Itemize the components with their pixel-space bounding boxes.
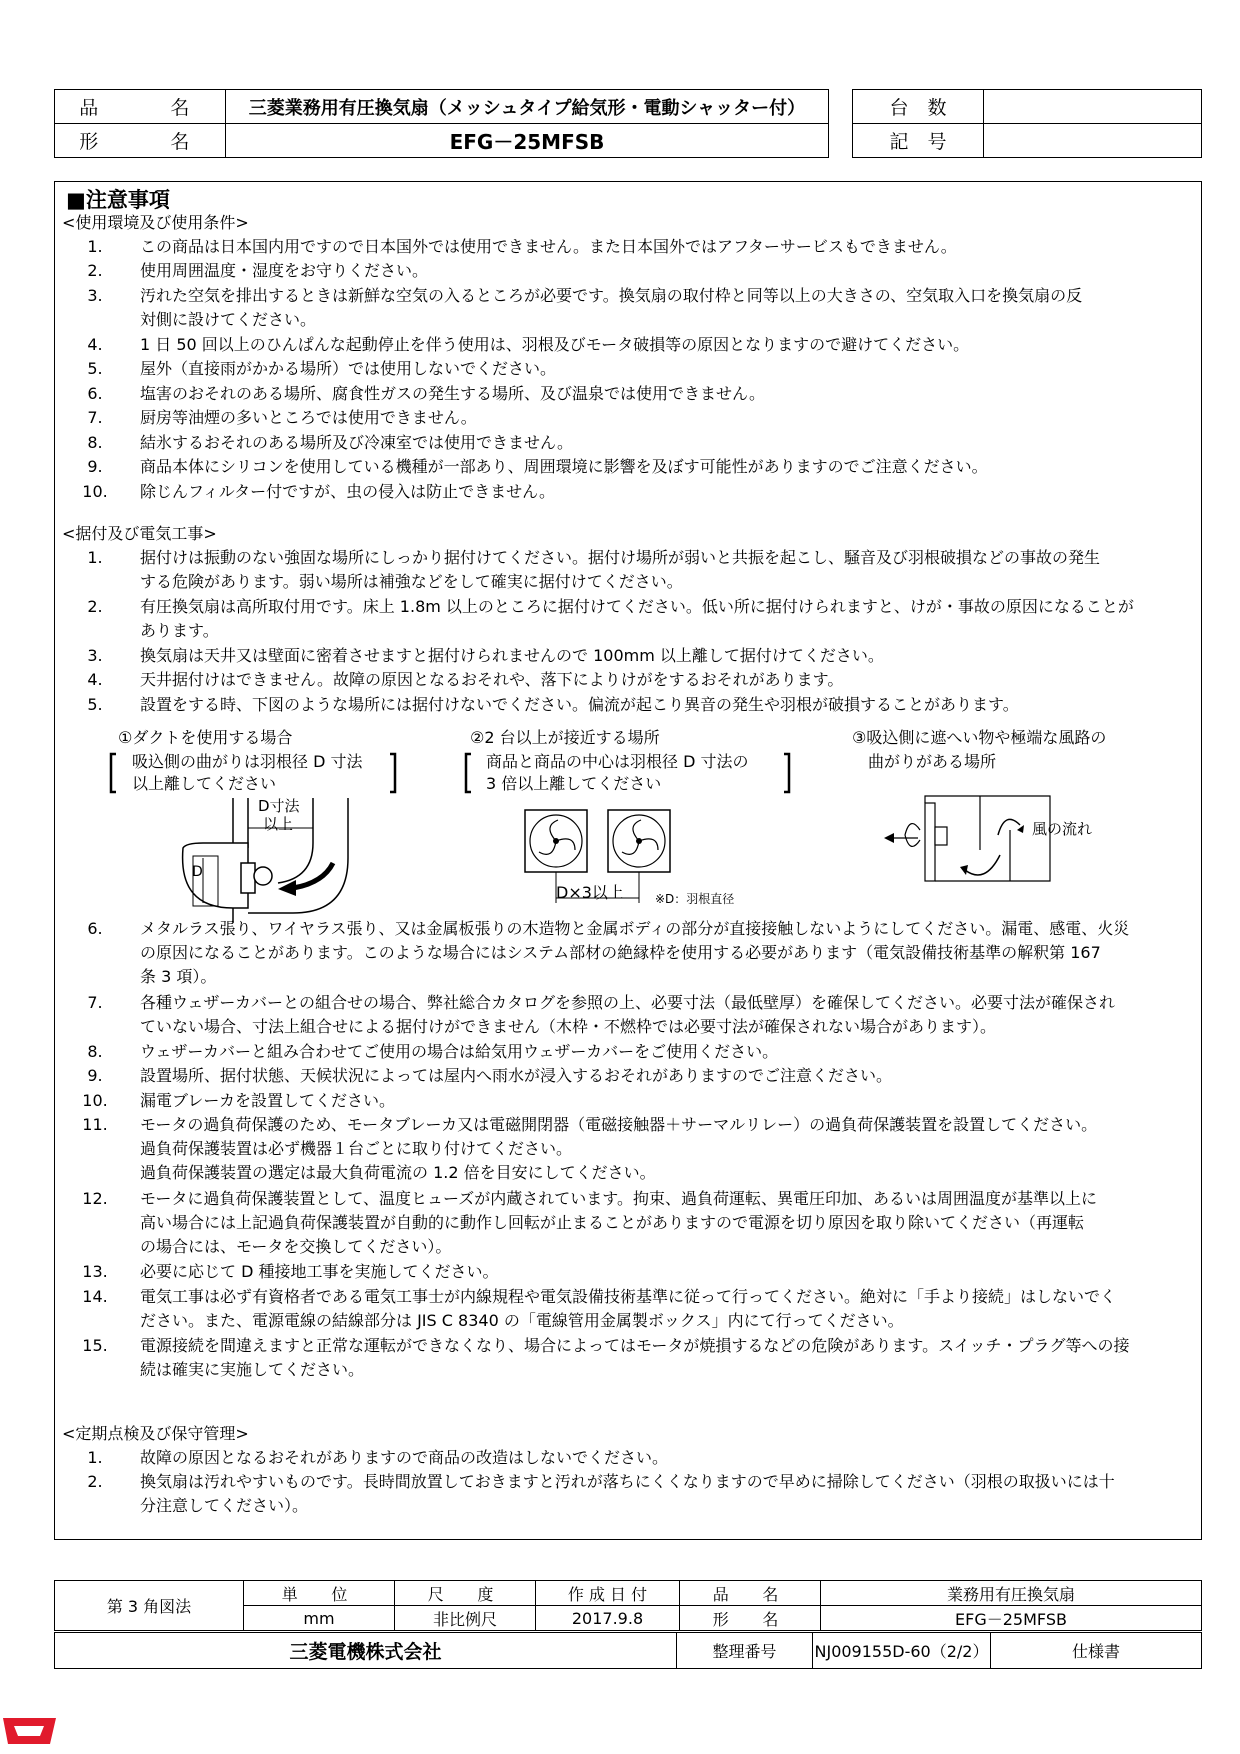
- fig2-dim-label: D×3以上: [556, 883, 624, 902]
- item-line: 据付けは振動のない強固な場所にしっかり据付けてください。据付け場所が弱いと共振を起こし、騒音及び羽根破損などの事故の発生: [140, 547, 1101, 567]
- item-text: [140, 1446, 1200, 1470]
- item-number: 11.: [82, 1115, 108, 1134]
- corner-logo-icon: [0, 1714, 60, 1748]
- notice-item: [70, 693, 1190, 718]
- notice-item: [70, 235, 1190, 260]
- notice-item: [70, 480, 1190, 505]
- item-line: 対側に設けてください。: [140, 309, 317, 329]
- notice-item: [70, 284, 1190, 333]
- item-line: 厨房等油煙の多いところでは使用できません。: [140, 408, 477, 427]
- notice-item: [70, 1285, 1190, 1334]
- fig1-d-label: D: [192, 864, 203, 880]
- item-line: 有圧換気扇は高所取付用です。床上 1.8m 以上のところに据付けてください。低い所に据付けられますと、けが・事故の原因になることが: [140, 596, 1134, 616]
- product-name-label: 品 名: [55, 90, 226, 124]
- fig3-title-line1: ③吸込側に遮へい物や極端な風路の: [852, 728, 1107, 747]
- notice-item: [70, 1113, 1190, 1187]
- item-number: 5.: [87, 694, 103, 714]
- item-text: [140, 284, 1200, 332]
- notice-item: [70, 382, 1190, 407]
- item-line: ウェザーカバーと組み合わせてご使用の場合は給気用ウェザーカバーをご使用ください。: [140, 1041, 779, 1061]
- item-text: [140, 333, 1200, 357]
- model-label: 形 名: [55, 124, 226, 158]
- item-text: [140, 1470, 1200, 1518]
- item-number: 7.: [87, 408, 103, 427]
- fig1-diagram: [108, 748, 398, 923]
- item-line: 天井据付けはできません。故障の原因となるおそれや、落下によりけがをするおそれがあります。: [140, 670, 844, 689]
- fig1-title: ①ダクトを使用する場合: [118, 728, 293, 747]
- fig2-footnote: ※D：羽根直径: [655, 892, 735, 906]
- notice-item: [70, 1064, 1190, 1089]
- item-number: 5.: [87, 359, 103, 378]
- notice-item: [70, 259, 1190, 284]
- item-line: モータの過負荷保護のため、モータブレーカ又は電磁開閉器（電磁接触器＋サーマルリレー）の過負荷保護装置を設置してください。: [140, 1115, 1098, 1134]
- fig2-note-line1: 商品と商品の中心は羽根径 D 寸法の: [486, 752, 749, 771]
- item-line: ださい。また、電源電線の結線部分は JIS C 8340 の「電線管用金属製ボックス」内にて行ってください。: [140, 1310, 904, 1330]
- projection-method: 第 3 角図法: [55, 1581, 244, 1631]
- item-text: [140, 1040, 1200, 1064]
- item-number: 1.: [87, 1447, 103, 1467]
- item-number: 6.: [87, 919, 103, 938]
- item-line: 汚れた空気を排出するときは新鮮な空気の入るところが必要です。換気扇の取付枠と同等以上の大きさの、空気取入口を換気扇の反: [140, 285, 1083, 305]
- scale-label: 尺 度: [395, 1581, 536, 1606]
- footer-table-bottom: [54, 1632, 1202, 1669]
- mark-label: 記 号: [853, 124, 984, 158]
- footer-table-top: [54, 1580, 1202, 1631]
- section-heading: <使用環境及び使用条件>: [62, 213, 249, 232]
- item-text: [140, 595, 1200, 643]
- quantity-value: [984, 90, 1202, 124]
- item-text: [140, 1187, 1200, 1259]
- fig1-note-line1: 吸込側の曲がりは羽根径 D 寸法: [132, 752, 363, 771]
- item-text: [140, 455, 1200, 479]
- item-line: 屋外（直接雨がかかる場所）では使用しないでください。: [140, 359, 557, 378]
- item-number: 15.: [82, 1335, 108, 1355]
- item-text: [140, 991, 1200, 1039]
- item-line: メタルラス張り、ワイヤラス張り、又は金属板張りの木造物と金属ボディの部分が直接接触しないようにしてください。漏電、感電、火災: [140, 919, 1130, 938]
- item-line: 必要に応じて D 種接地工事を実施してください。: [140, 1262, 499, 1281]
- item-text: [140, 259, 1200, 283]
- item-line: この商品は日本国内用ですので日本国外では使用できません。また日本国外ではアフターサービスもできません。: [140, 236, 957, 256]
- item-text: [140, 480, 1200, 504]
- item-text: [140, 1260, 1200, 1284]
- fig1-note-line2: 以上離してください: [132, 774, 277, 793]
- model-value: EFG－25MFSB: [226, 124, 829, 158]
- notice-item: [70, 1446, 1190, 1471]
- fig3-diagram: [880, 795, 1150, 895]
- header-table-left: [54, 89, 829, 158]
- date-label: 作 成 日 付: [536, 1581, 680, 1606]
- fig3-flow-label: 風の流れ: [1032, 820, 1093, 838]
- fig2-note-line2: 3 倍以上離してください: [486, 774, 662, 793]
- item-number: 4.: [87, 334, 103, 354]
- item-line: 設置場所、据付状態、天候状況によっては屋内へ雨水が浸入するおそれがありますのでご注意ください。: [140, 1066, 893, 1085]
- name-label: 品 名: [680, 1581, 821, 1606]
- item-line: 各種ウェザーカバーとの組合せの場合、弊社総合カタログを参照の上、必要寸法（最低壁厚）を確保してください。必要寸法が確保され: [140, 992, 1116, 1012]
- item-line: の場合には、モータを交換してください）。: [140, 1236, 452, 1256]
- item-text: [140, 1113, 1200, 1185]
- item-line: 故障の原因となるおそれがありますので商品の改造はしないでください。: [140, 1447, 669, 1467]
- unit-label: 単 位: [244, 1581, 395, 1606]
- item-number: 14.: [82, 1286, 108, 1306]
- item-number: 8.: [87, 1041, 103, 1061]
- item-number: 2.: [87, 1472, 103, 1491]
- notice-item: [70, 455, 1190, 480]
- item-text: [140, 546, 1200, 594]
- item-line: 設置をする時、下図のような場所には据付けないでください。偏流が起こり異音の発生や羽根が破損することがあります。: [140, 694, 1019, 714]
- notice-item: [70, 357, 1190, 382]
- item-number: 4.: [87, 670, 103, 689]
- item-line: 除じんフィルター付ですが、虫の侵入は防止できません。: [140, 481, 556, 501]
- fig2-title: ②2 台以上が接近する場所: [470, 728, 660, 747]
- item-text: [140, 693, 1200, 717]
- notice-title: ■注意事項: [66, 188, 170, 212]
- item-line: 条 3 項）。: [140, 967, 217, 986]
- item-text: [140, 1285, 1200, 1333]
- item-line: 電源接続を間違えますと正常な運転ができなくなり、場合によってはモータが焼損するなどの危険があります。スイッチ・プラグ等への接: [140, 1335, 1130, 1355]
- item-text: [140, 357, 1200, 381]
- notice-item: [70, 1187, 1190, 1261]
- item-number: 9.: [87, 1066, 103, 1085]
- item-text: [140, 382, 1200, 406]
- company-name: 三菱電機株式会社: [55, 1633, 677, 1669]
- notice-item: [70, 668, 1190, 693]
- item-line: モータに過負荷保護装置として、温度ヒューズが内蔵されています。拘束、過負荷運転、異電圧印加、あるいは周囲温度が基準以上に: [140, 1188, 1097, 1208]
- product-name-value: 三菱業務用有圧換気扇（メッシュタイプ給気形・電動シャッター付）: [226, 90, 829, 124]
- item-line: 分注意してください）。: [140, 1496, 309, 1515]
- item-number: 13.: [82, 1262, 108, 1281]
- notice-item: [70, 1260, 1190, 1285]
- ref-value: NJ009155D-60（2/2）: [813, 1633, 991, 1669]
- item-number: 3.: [87, 645, 103, 665]
- fig2-diagram: [463, 748, 793, 928]
- notice-item: [70, 1470, 1190, 1519]
- item-line: 換気扇は天井又は壁面に密着させますと据付けられませんので 100mm 以上離して据付けてください。: [140, 645, 884, 665]
- item-text: [140, 235, 1200, 259]
- item-line: 続は確実に実施してください。: [140, 1359, 365, 1379]
- header-table-right: [852, 89, 1202, 158]
- item-line: 過負荷保護装置の選定は最大負荷電流の 1.2 倍を目安にしてください。: [140, 1163, 656, 1182]
- item-number: 7.: [87, 992, 103, 1012]
- fig1-dim-label2: 以上: [263, 815, 294, 833]
- item-line: 結氷するおそれのある場所及び冷凍室では使用できません。: [140, 432, 573, 452]
- section-heading: <据付及び電気工事>: [62, 524, 217, 543]
- unit-value: mm: [244, 1606, 395, 1631]
- item-line: 1 日 50 回以上のひんぱんな起動停止を伴う使用は、羽根及びモータ破損等の原因となりますので避けてください。: [140, 334, 970, 354]
- item-text: [140, 406, 1200, 430]
- notice-item: [70, 1040, 1190, 1065]
- notice-item: [70, 546, 1190, 595]
- item-number: 1.: [87, 547, 103, 567]
- model-label-footer: 形 名: [680, 1606, 821, 1631]
- item-text: [140, 668, 1200, 692]
- notice-item: [70, 991, 1190, 1040]
- fig1-dim-label1: D寸法: [258, 797, 300, 815]
- date-value: 2017.9.8: [536, 1606, 680, 1631]
- item-line: 高い場合には上記過負荷保護装置が自動的に動作し回転が止まることがありますので電源を切り原因を取り除いてください（再運転: [140, 1212, 1085, 1232]
- notice-item: [70, 1089, 1190, 1114]
- item-text: [140, 1089, 1200, 1113]
- item-text: [140, 1334, 1200, 1382]
- item-number: 10.: [82, 481, 108, 501]
- notice-item: [70, 917, 1190, 991]
- ref-label: 整理番号: [677, 1633, 813, 1669]
- item-number: 6.: [87, 383, 103, 403]
- item-number: 9.: [87, 457, 103, 476]
- item-number: 2.: [87, 261, 103, 280]
- mark-value: [984, 124, 1202, 158]
- item-line: 漏電ブレーカを設置してください。: [140, 1090, 396, 1110]
- item-number: 12.: [82, 1188, 108, 1208]
- item-text: [140, 1064, 1200, 1088]
- notice-item: [70, 406, 1190, 431]
- section-heading: <定期点検及び保守管理>: [62, 1424, 249, 1443]
- item-line: 商品本体にシリコンを使用している機種が一部あり、周囲環境に影響を及ぼす可能性がありますのでご注意ください。: [140, 457, 988, 476]
- item-line: 電気工事は必ず有資格者である電気工事士が内線規程や電気設備技術基準に従って行ってください。絶対に「手より接続」はしないでく: [140, 1286, 1117, 1306]
- notice-item: [70, 644, 1190, 669]
- item-line: する危険があります。弱い場所は補強などをして確実に据付けてください。: [140, 571, 683, 591]
- item-line: 使用周囲温度・湿度をお守りください。: [140, 261, 429, 280]
- item-line: あります。: [140, 620, 219, 640]
- item-number: 3.: [87, 285, 103, 305]
- item-number: 2.: [87, 596, 103, 616]
- item-line: ていない場合、寸法上組合せによる据付けができません（木枠・不燃枠では必要寸法が確保されない場合があります）。: [140, 1016, 997, 1036]
- model-value-footer: EFG－25MFSB: [821, 1606, 1202, 1631]
- fig3-title-line2: 曲がりがある場所: [868, 752, 997, 771]
- item-line: 過負荷保護装置は必ず機器１台ごとに取り付けてください。: [140, 1139, 573, 1158]
- item-line: の原因になることがあります。このような場合にはシステム部材の絶縁枠を使用する必要があります（電気設備技術基準の解釈第 167: [140, 943, 1101, 962]
- item-number: 8.: [87, 432, 103, 452]
- name-value: 業務用有圧換気扇: [821, 1581, 1202, 1606]
- notice-item: [70, 595, 1190, 644]
- fan-unit-right: [608, 810, 670, 872]
- item-text: [140, 644, 1200, 668]
- scale-value: 非比例尺: [395, 1606, 536, 1631]
- item-text: [140, 431, 1200, 455]
- doc-type: 仕様書: [991, 1633, 1202, 1669]
- item-number: 10.: [82, 1090, 108, 1110]
- quantity-label: 台 数: [853, 90, 984, 124]
- item-line: 換気扇は汚れやすいものです。長時間放置しておきますと汚れが落ちにくくなりますので早めに掃除してください（羽根の取扱いには十: [140, 1472, 1115, 1491]
- item-line: 塩害のおそれのある場所、腐食性ガスの発生する場所、及び温泉では使用できません。: [140, 383, 765, 403]
- fan-unit-left: [525, 810, 587, 872]
- notice-item: [70, 333, 1190, 358]
- notice-item: [70, 431, 1190, 456]
- item-number: 1.: [87, 236, 103, 256]
- notice-item: [70, 1334, 1190, 1383]
